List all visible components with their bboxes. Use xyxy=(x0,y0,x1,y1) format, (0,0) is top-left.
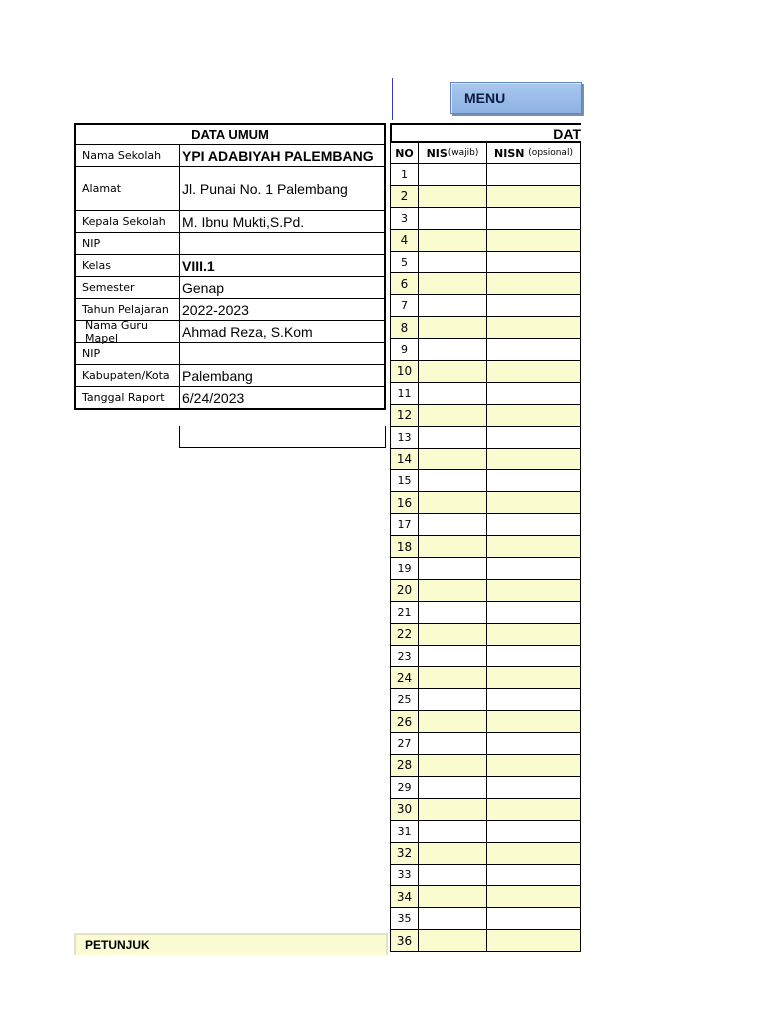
value-nip-guru[interactable] xyxy=(180,343,384,364)
label-alamat: Alamat xyxy=(76,167,180,210)
nisn-cell[interactable] xyxy=(487,361,580,382)
value-tahun-pelajaran[interactable]: 2022-2023 xyxy=(182,301,249,318)
nisn-cell[interactable] xyxy=(487,427,580,448)
label-kepala-sekolah: Kepala Sekolah xyxy=(76,211,180,232)
empty-cell-box[interactable] xyxy=(179,426,386,448)
nis-cell[interactable] xyxy=(419,536,487,557)
table-row xyxy=(390,317,581,339)
col-header-nis-label: NIS xyxy=(426,146,448,160)
nis-cell[interactable] xyxy=(419,295,487,316)
table-row xyxy=(390,886,581,908)
row-number: 7 xyxy=(391,295,419,316)
row-guru-mapel xyxy=(76,318,384,345)
nis-cell[interactable] xyxy=(419,689,487,710)
label-kelas: Kelas xyxy=(76,255,180,276)
nisn-cell[interactable] xyxy=(487,252,580,273)
row-number: 26 xyxy=(391,711,419,732)
table-row xyxy=(390,230,581,252)
row-number: 5 xyxy=(391,252,419,273)
row-number: 29 xyxy=(391,777,419,798)
row-number: 19 xyxy=(391,558,419,579)
table-row xyxy=(390,383,581,405)
row-number: 34 xyxy=(391,886,419,907)
table-row xyxy=(390,405,581,427)
row-number: 13 xyxy=(391,427,419,448)
table-row xyxy=(390,273,581,295)
nis-cell[interactable] xyxy=(419,383,487,404)
nis-cell[interactable] xyxy=(419,799,487,820)
table-row xyxy=(390,208,581,230)
table-row xyxy=(390,908,581,930)
row-number: 3 xyxy=(391,208,419,229)
nis-cell[interactable] xyxy=(419,208,487,229)
nis-cell[interactable] xyxy=(419,317,487,338)
row-number: 21 xyxy=(391,602,419,623)
row-number: 8 xyxy=(391,317,419,338)
nis-cell[interactable] xyxy=(419,427,487,448)
nisn-cell[interactable] xyxy=(487,755,580,776)
nisn-cell[interactable] xyxy=(487,514,580,535)
label-nama-sekolah: Nama Sekolah xyxy=(76,145,180,166)
value-nama-sekolah[interactable]: YPI ADABIYAH PALEMBANG xyxy=(182,147,374,164)
table-row xyxy=(390,361,581,383)
nisn-cell[interactable] xyxy=(487,667,580,688)
nisn-cell[interactable] xyxy=(487,339,580,360)
nis-cell[interactable] xyxy=(419,843,487,864)
table-row xyxy=(390,536,581,558)
row-number: 14 xyxy=(391,449,419,470)
label-nip-guru: NIP xyxy=(76,343,180,364)
nis-cell[interactable] xyxy=(419,580,487,601)
col-header-nis-note: (wajib) xyxy=(447,148,479,158)
row-tanggal-raport xyxy=(76,387,384,408)
row-number: 36 xyxy=(391,930,419,951)
row-number: 20 xyxy=(391,580,419,601)
nis-cell[interactable] xyxy=(419,164,487,185)
table-row xyxy=(390,777,581,799)
row-number: 24 xyxy=(391,667,419,688)
col-header-nisn-note: (opsional) xyxy=(528,148,573,158)
nisn-cell[interactable] xyxy=(487,799,580,820)
col-header-nisn-label: NISN xyxy=(494,146,525,160)
row-number: 28 xyxy=(391,755,419,776)
value-nip-kepala[interactable] xyxy=(180,233,384,254)
nisn-cell[interactable] xyxy=(487,602,580,623)
row-number: 23 xyxy=(391,646,419,667)
table-row xyxy=(390,711,581,733)
nisn-cell[interactable] xyxy=(487,843,580,864)
nisn-cell[interactable] xyxy=(487,208,580,229)
nis-cell[interactable] xyxy=(419,667,487,688)
nisn-cell[interactable] xyxy=(487,558,580,579)
table-row xyxy=(390,821,581,843)
value-tanggal-raport[interactable]: 6/24/2023 xyxy=(182,389,245,406)
row-number: 6 xyxy=(391,273,419,294)
row-number: 27 xyxy=(391,733,419,754)
petunjuk-label: PETUNJUK xyxy=(74,933,388,955)
row-number: 32 xyxy=(391,843,419,864)
row-number: 9 xyxy=(391,339,419,360)
data-umum-table xyxy=(74,123,386,410)
row-number: 1 xyxy=(391,164,419,185)
nis-cell[interactable] xyxy=(419,186,487,207)
nisn-cell[interactable] xyxy=(487,930,580,951)
row-kabupaten xyxy=(76,365,384,387)
nis-cell[interactable] xyxy=(419,865,487,886)
table-row xyxy=(390,252,581,274)
nisn-cell[interactable] xyxy=(487,733,580,754)
nis-cell[interactable] xyxy=(419,733,487,754)
table-row xyxy=(390,646,581,668)
table-row xyxy=(390,470,581,492)
row-number: 12 xyxy=(391,405,419,426)
table-row xyxy=(390,295,581,317)
table-row xyxy=(390,558,581,580)
table-row xyxy=(390,580,581,602)
value-kepala-sekolah[interactable]: M. Ibnu Mukti,S.Pd. xyxy=(182,213,305,230)
row-number: 11 xyxy=(391,383,419,404)
row-nama-sekolah xyxy=(76,145,384,167)
nis-cell[interactable] xyxy=(419,646,487,667)
nis-cell[interactable] xyxy=(419,602,487,623)
row-number: 15 xyxy=(391,470,419,491)
label-tanggal-raport: Tanggal Raport xyxy=(76,387,180,408)
data-siswa-table xyxy=(390,123,581,952)
value-alamat[interactable]: Jl. Punai No. 1 Palembang xyxy=(182,180,348,197)
label-semester: Semester xyxy=(76,277,180,298)
table-row xyxy=(390,449,581,471)
table-body xyxy=(390,164,581,952)
nisn-cell[interactable] xyxy=(487,405,580,426)
label-guru-mapel: Nama Guru Mapel xyxy=(76,321,180,342)
nisn-cell[interactable] xyxy=(487,164,580,185)
nisn-cell[interactable] xyxy=(487,273,580,294)
table-row xyxy=(390,689,581,711)
label-tahun-pelajaran: Tahun Pelajaran xyxy=(76,299,180,320)
nisn-cell[interactable] xyxy=(487,449,580,470)
data-siswa-title: DAT xyxy=(390,123,581,143)
col-header-nis xyxy=(419,143,487,163)
sheet-divider-line xyxy=(392,78,393,120)
table-row xyxy=(390,865,581,887)
table-row xyxy=(390,164,581,186)
row-number: 17 xyxy=(391,514,419,535)
table-row xyxy=(390,492,581,514)
table-row xyxy=(390,843,581,865)
nisn-cell[interactable] xyxy=(487,295,580,316)
label-nip-kepala: NIP xyxy=(76,233,180,254)
nis-cell[interactable] xyxy=(419,492,487,513)
nis-cell[interactable] xyxy=(419,886,487,907)
row-number: 31 xyxy=(391,821,419,842)
nisn-cell[interactable] xyxy=(487,383,580,404)
table-row xyxy=(390,186,581,208)
table-row xyxy=(390,624,581,646)
nis-cell[interactable] xyxy=(419,273,487,294)
nisn-cell[interactable] xyxy=(487,865,580,886)
row-number: 10 xyxy=(391,361,419,382)
nis-cell[interactable] xyxy=(419,470,487,491)
row-number: 16 xyxy=(391,492,419,513)
nisn-cell[interactable] xyxy=(487,646,580,667)
nisn-cell[interactable] xyxy=(487,908,580,929)
row-number: 18 xyxy=(391,536,419,557)
value-semester[interactable]: Genap xyxy=(182,279,225,296)
nis-cell[interactable] xyxy=(419,624,487,645)
nisn-cell[interactable] xyxy=(487,317,580,338)
table-row xyxy=(390,930,581,952)
nis-cell[interactable] xyxy=(419,405,487,426)
row-nip-guru xyxy=(76,343,384,365)
nisn-cell[interactable] xyxy=(487,186,580,207)
row-number: 35 xyxy=(391,908,419,929)
nis-cell[interactable] xyxy=(419,252,487,273)
col-header-no: NO xyxy=(391,143,419,163)
nisn-cell[interactable] xyxy=(487,624,580,645)
nis-cell[interactable] xyxy=(419,930,487,951)
table-header-row xyxy=(390,143,581,164)
nis-cell[interactable] xyxy=(419,821,487,842)
menu-button[interactable]: MENU xyxy=(450,82,582,114)
col-header-nisn xyxy=(487,143,580,163)
nis-cell[interactable] xyxy=(419,339,487,360)
nis-cell[interactable] xyxy=(419,777,487,798)
row-number: 25 xyxy=(391,689,419,710)
row-number: 2 xyxy=(391,186,419,207)
table-row xyxy=(390,667,581,689)
value-kabupaten[interactable]: Palembang xyxy=(182,367,253,384)
nisn-cell[interactable] xyxy=(487,777,580,798)
row-number: 22 xyxy=(391,624,419,645)
row-kelas xyxy=(76,255,384,277)
table-row xyxy=(390,755,581,777)
table-row xyxy=(390,427,581,449)
nisn-cell[interactable] xyxy=(487,689,580,710)
row-nip-kepala xyxy=(76,233,384,255)
label-kabupaten: Kabupaten/Kota xyxy=(76,365,180,386)
nis-cell[interactable] xyxy=(419,908,487,929)
nis-cell[interactable] xyxy=(419,230,487,251)
nisn-cell[interactable] xyxy=(487,886,580,907)
row-number: 33 xyxy=(391,865,419,886)
value-guru-mapel[interactable]: Ahmad Reza, S.Kom xyxy=(182,323,313,340)
table-row xyxy=(390,339,581,361)
row-number: 30 xyxy=(391,799,419,820)
nis-cell[interactable] xyxy=(419,558,487,579)
nisn-cell[interactable] xyxy=(487,821,580,842)
nis-cell[interactable] xyxy=(419,711,487,732)
nisn-cell[interactable] xyxy=(487,470,580,491)
nisn-cell[interactable] xyxy=(487,536,580,557)
table-row xyxy=(390,514,581,536)
row-kepala-sekolah xyxy=(76,211,384,233)
row-number: 4 xyxy=(391,230,419,251)
nis-cell[interactable] xyxy=(419,514,487,535)
nis-cell[interactable] xyxy=(419,755,487,776)
nis-cell[interactable] xyxy=(419,361,487,382)
row-alamat xyxy=(76,167,384,211)
nisn-cell[interactable] xyxy=(487,230,580,251)
table-row xyxy=(390,799,581,821)
row-semester xyxy=(76,277,384,299)
nisn-cell[interactable] xyxy=(487,580,580,601)
table-row xyxy=(390,733,581,755)
table-row xyxy=(390,602,581,624)
data-umum-title: DATA UMUM xyxy=(76,125,384,145)
nisn-cell[interactable] xyxy=(487,711,580,732)
value-kelas[interactable]: VIII.1 xyxy=(182,257,215,274)
nis-cell[interactable] xyxy=(419,449,487,470)
nisn-cell[interactable] xyxy=(487,492,580,513)
